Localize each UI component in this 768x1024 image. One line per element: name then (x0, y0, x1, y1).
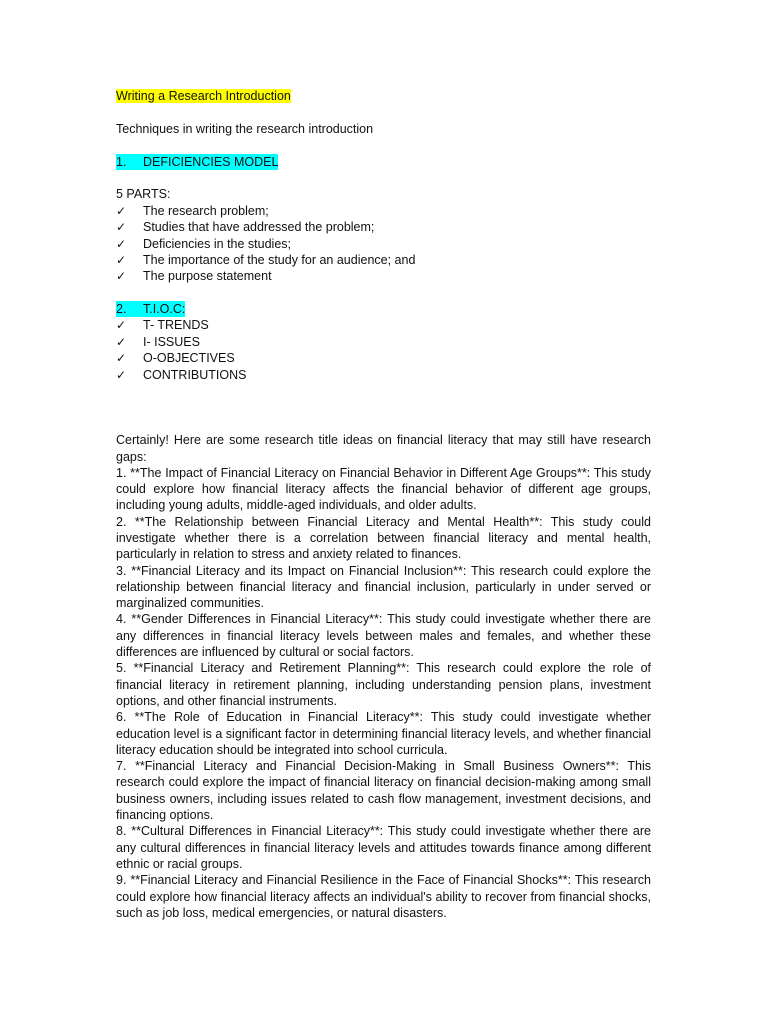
checkmark-icon: ✓ (116, 367, 127, 382)
list-item-text: O-OBJECTIVES (143, 351, 235, 366)
section-2-title: T.I.O.C: (143, 302, 186, 317)
checkmark-icon: ✓ (116, 203, 127, 218)
checkmark-icon: ✓ (116, 220, 127, 235)
section-1-number: 1. (116, 154, 143, 170)
checkmark-icon: ✓ (116, 252, 127, 267)
list-item (116, 203, 651, 219)
research-idea: 7. **Financial Literacy and Financial Decision-Making in Small Business Owners**: This research could explore the impact of financial literacy on financial decision-making among small business owners, including issues related to cash flow management, investment decisions, and financing options. (116, 759, 651, 823)
checkmark-icon: ✓ (116, 334, 127, 349)
list-item (116, 252, 651, 268)
research-idea: 8. **Cultural Differences in Financial Literacy**: This study could investigate whether there are any cultural differences in financial literacy levels and attitudes towards finance among different ethnic or racial groups. (116, 824, 651, 871)
section-2-number: 2. (116, 301, 143, 317)
intro-paragraph: Certainly! Here are some research title ideas on financial literacy that may still have research gaps: (116, 433, 651, 464)
research-idea: 1. **The Impact of Financial Literacy on Financial Behavior in Different Age Groups**: This study could explore how financial literacy affects the financial behavior of different age groups, including young adults, middle-aged individuals, and older adults. (116, 465, 651, 513)
list-item (116, 334, 651, 350)
section-2-heading (116, 301, 651, 317)
list-item-text: Deficiencies in the studies; (143, 236, 291, 251)
document-title: Writing a Research Introduction (116, 89, 291, 103)
list-item (116, 317, 651, 333)
list-item (116, 236, 651, 252)
list-item-text: The importance of the study for an audience; and (143, 252, 416, 267)
list-item-text: The purpose statement (143, 269, 272, 284)
list-item-text: I- ISSUES (143, 334, 200, 349)
research-idea: 9. **Financial Literacy and Financial Resilience in the Face of Financial Shocks**: This research could explore how financial literacy affects an individual's ability to recover from financial shocks, such as job loss, medical emergencies, or natural disasters. (116, 873, 651, 920)
checkmark-icon: ✓ (116, 351, 127, 366)
title-line (116, 88, 651, 104)
research-idea: 4. **Gender Differences in Financial Literacy**: This study could investigate whether there are any differences in financial literacy levels between males and females, and whether these differences are influenced by cultural or social factors. (116, 612, 651, 660)
section-1-parts-label: 5 PARTS: (116, 187, 171, 202)
list-item (116, 219, 651, 235)
list-item-text: CONTRIBUTIONS (143, 367, 247, 382)
research-idea: 5. **Financial Literacy and Retirement Planning**: This research could explore the role of financial literacy in retirement planning, including understanding pension plans, investment options, and other financial instruments. (116, 661, 651, 708)
list-item (116, 350, 651, 366)
subtitle: Techniques in writing the research introduction (116, 121, 374, 136)
section-1-heading (116, 154, 651, 170)
checkmark-icon: ✓ (116, 269, 127, 284)
document-body (116, 88, 651, 921)
list-item (116, 268, 651, 284)
list-item-text: Studies that have addressed the problem; (143, 220, 375, 235)
list-item-text: The research problem; (143, 203, 269, 218)
research-idea: 2. **The Relationship between Financial Literacy and Mental Health**: This study could investigate whether there is a correlation between financial literacy and mental health, particularly in relation to stress and anxiety related to finances. (116, 514, 651, 562)
research-idea: 6. **The Role of Education in Financial Literacy**: This study could investigate whether education level is a significant factor in determining financial literacy levels, and whether financial literacy education should be integrated into school curricula. (116, 710, 652, 757)
list-item-text: T- TRENDS (143, 318, 209, 333)
section-1-title: DEFICIENCIES MODEL (143, 154, 279, 169)
research-idea: 3. **Financial Literacy and its Impact on Financial Inclusion**: This research could explore the relationship between financial literacy and financial inclusion, particularly in under served or marginalized communities. (116, 563, 651, 611)
checkmark-icon: ✓ (116, 236, 127, 251)
list-item (116, 367, 651, 383)
checkmark-icon: ✓ (116, 318, 127, 333)
